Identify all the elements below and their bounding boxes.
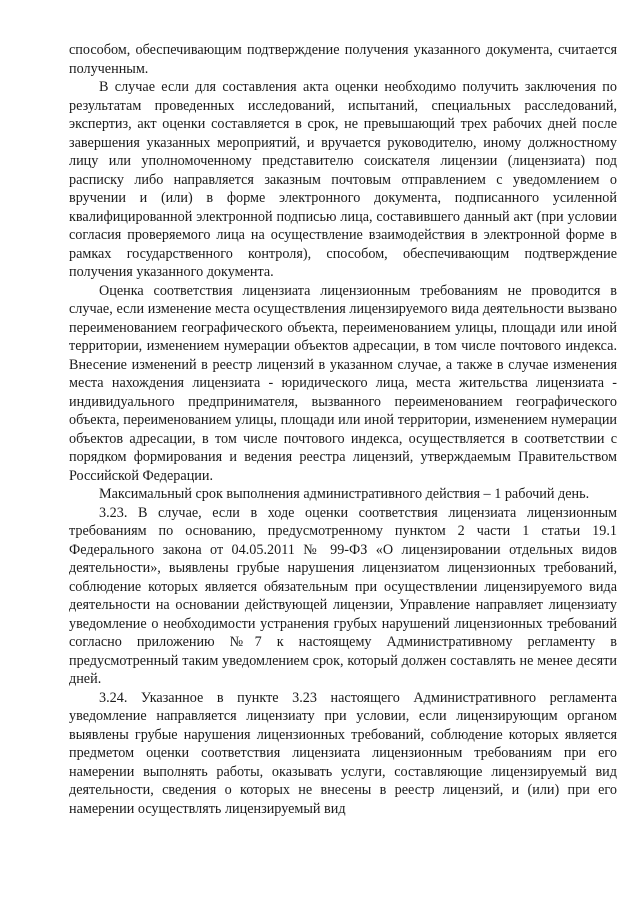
document-body (69, 41, 617, 818)
paragraph-3-23: 3.23. В случае, если в ходе оценки соответствия лицензиата лицензионным требованиям по основанию, предусмотренному пунктом 2 части 1 статьи 19.1 Федерального закона от 04.05.2011 № 99-ФЗ «О лицензировании отдельных видов деятельности», выявлены грубые нарушения лицензиатом лицензионных требований, соблюдение которых является обязательным при осуществлении лицензируемого вида деятельности на основании действующей лицензии, Управление направляет лицензиату уведомление о необходимости устранения грубых нарушений лицензионных требований согласно приложению №7 к настоящему Административному регламенту в предусмотренный таким уведомлением срок, который должен составлять не менее десяти дней. (69, 504, 617, 687)
paragraph-max-term: Максимальный срок выполнения административного действия – 1 рабочий день. (99, 486, 590, 502)
paragraph-3-24: 3.24. Указанное в пункте 3.23 настоящего Административного регламента уведомление направляется лицензиату при условии, если лицензирующим органом выявлены грубые нарушения лицензионных требований, соблюдение которых является предметом оценки соответствия лицензиата лицензионным требованиям при его намерении выполнять работы, оказывать услуги, составляющие лицензируемый вид деятельности, сведения о которых не внесены в реестр лицензий, и (или) при его намерении осуществлять лицензируемый вид (69, 689, 617, 817)
paragraph-continuation: способом, обеспечивающим подтверждение получения указанного документа, считается полученным. (69, 42, 617, 77)
paragraph-no-assessment-cases: Оценка соответствия лицензиата лицензионным требованиям не проводится в случае, если изменение места осуществления лицензируемого вида деятельности вызвано переименованием географического объекта, переименованием улицы, площади или иной территории, изменением нумерации объектов адресации, в том числе почтового индекса. Внесение изменений в реестр лицензий в указанном случае, а также в случае изменения места нахождения лицензиата - юридического лица, места жительства лицензиата - индивидуального предпринимателя, вызванного переименованием географического объекта, переименованием улицы, площади или иной территории, изменением нумерации объектов адресации, в том числе почтового индекса, осуществляется в соответствии с порядком формирования и ведения реестра лицензий, утверждаемым Правительством Российской Федерации. (69, 282, 617, 484)
paragraph-assessment-act-deadline: В случае если для составления акта оценки необходимо получить заключения по результатам проведенных исследований, испытаний, специальных расследований, экспертиз, акт оценки составляется в срок, не превышающий трех рабочих дней после завершения указанных мероприятий, и вручается руководителю, иному должностному лицу или уполномоченному представителю соискателя лицензии (лицензиата) под расписку либо направляется заказным почтовым отправлением с уведомлением о вручении и (или) в форме электронного документа, подписанного усиленной квалифицированной электронной подписью лица, составившего данный акт (при условии согласия проверяемого лица на осуществление взаимодействия в электронной форме в рамках государственного контроля), способом, обеспечивающим подтверждение получения указанного документа. (69, 79, 617, 280)
